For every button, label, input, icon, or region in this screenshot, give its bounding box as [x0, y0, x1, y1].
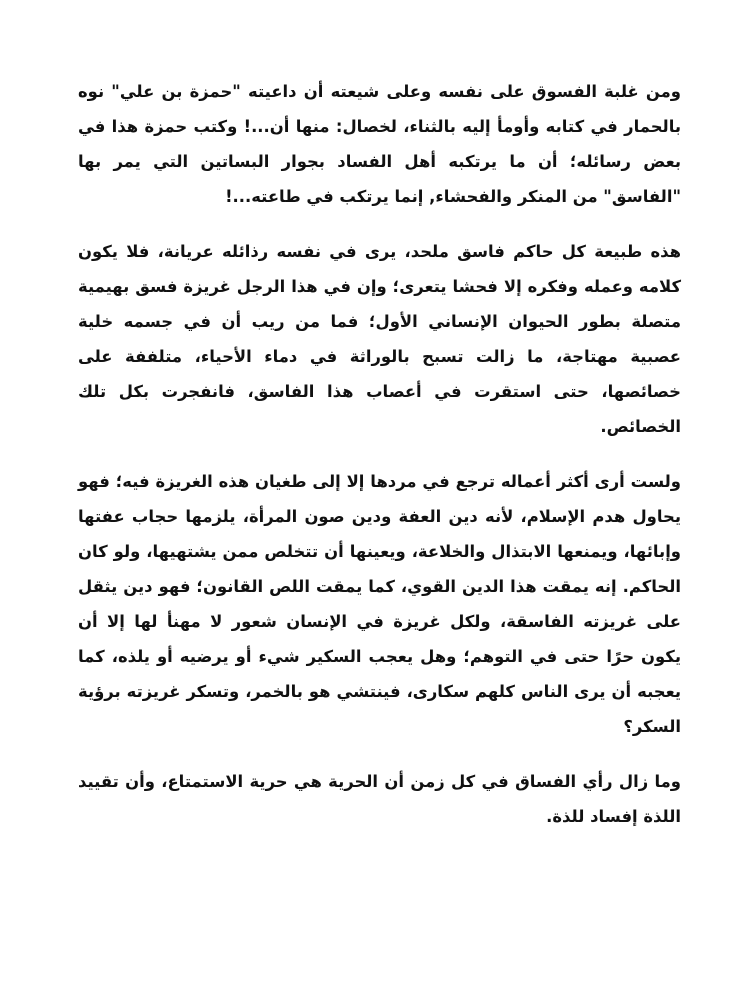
document-page [78, 74, 681, 834]
paragraph-4: وما زال رأي الفساق في كل زمن أن الحرية هي حرية الاستمتاع، وأن تقييد اللذة إفساد للذة. [78, 772, 681, 826]
paragraph-3: ولست أرى أكثر أعماله ترجع في مردها إلا إلى طغيان هذه الغريزة فيه؛ فهو يحاول هدم الإسلام، لأنه دين العفة ودين صون المرأة، يلزمها حجاب عفتها وإبائها، ويمنعها الابتذال والخلاعة، ويعينها أن تتخلص ممن يشتهيها، ولو كان الحاكم. إنه يمقت هذا الدين القوي، كما يمقت اللص القانون؛ فهو دين يثقل على غريزته الفاسقة، ولكل غريزة في الإنسان شعور لا مهنأ لها إلا أن يكون حرًا حتى في التوهم؛ وهل يعجب السكير شيء أو يرضيه أو يلذه، كما يعجبه أن يرى الناس كلهم سكارى، فينتشي هو بالخمر، وتسكر غريزته برؤية السكر؟ [78, 472, 681, 736]
paragraph-2: هذه طبيعة كل حاكم فاسق ملحد، يرى في نفسه رذائله عريانة، فلا يكون كلامه وعمله وفكره إلا فحشا يتعرى؛ وإن في هذا الرجل غريزة فسق بهيمية متصلة بطور الحيوان الإنساني الأول؛ فما من ريب أن في جسمه خلية عصبية مهتاجة، ما زالت تسبح بالوراثة في دماء الأحياء، متلففة على خصائصها، حتى استقرت في أعصاب هذا الفاسق، فانفجرت بكل تلك الخصائص. [78, 242, 681, 436]
paragraph-1: ومن غلبة الفسوق على نفسه وعلى شيعته أن داعيته "حمزة بن علي" نوه بالحمار في كتابه وأومأ إليه بالثناء، لخصال: منها أن...! وكتب حمزة هذا في بعض رسائله؛ أن ما يرتكبه أهل الفساد بجوار البساتين التي يمر بها "الفاسق" من المنكر والفحشاء, إنما يرتكب في طاعته...! [78, 82, 681, 206]
